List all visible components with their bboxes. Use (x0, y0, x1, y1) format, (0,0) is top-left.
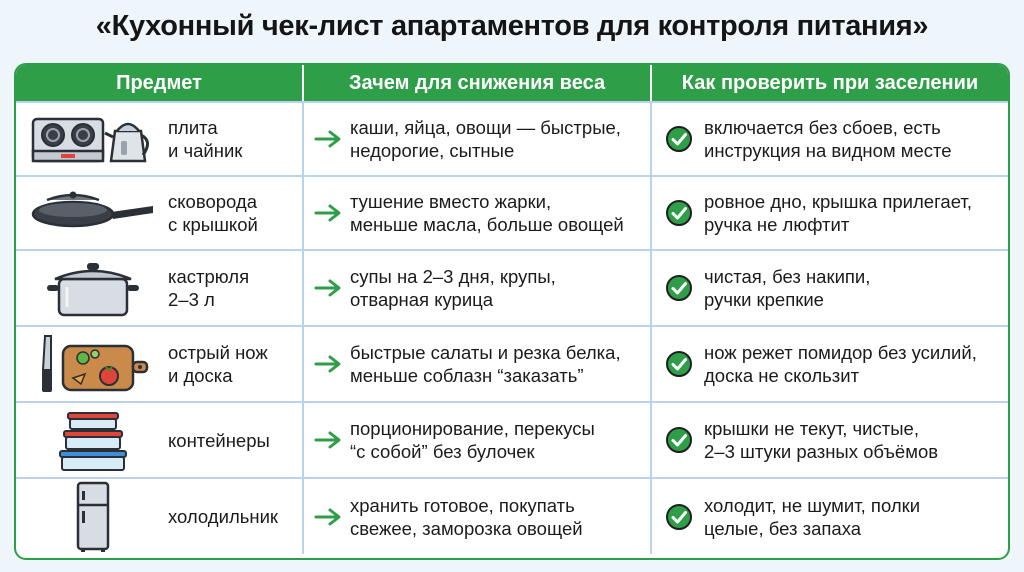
check-text: крышки не текут, чистые, 2–3 штуки разных объёмов (704, 418, 939, 462)
table-row (16, 401, 1008, 477)
arrow-right-icon (314, 354, 344, 374)
reason-text: тушение вместо жарки, меньше масла, больше овощей (350, 191, 624, 235)
item-label: сковорода с крышкой (168, 191, 258, 235)
pot-icon (28, 256, 158, 320)
arrow-right-icon (314, 129, 344, 149)
reason-text: каши, яйца, овощи — быстрые, недорогие, сытные (350, 117, 621, 161)
header-check: Как проверить при заселении (681, 71, 979, 94)
fridge-icon (28, 485, 158, 549)
checklist-table (14, 63, 1010, 560)
table-row (16, 477, 1008, 554)
check-circle-icon (664, 274, 694, 302)
table-row (16, 249, 1008, 325)
reason-text: супы на 2–3 дня, крупы, отварная курица (350, 266, 556, 310)
arrow-right-icon (314, 507, 344, 527)
table-header (16, 65, 1008, 101)
stove-kettle-icon (28, 107, 158, 171)
page-title: «Кухонный чек-лист апартаментов для контроля питания» (95, 10, 929, 42)
frying-pan-icon (28, 181, 158, 245)
check-circle-icon (664, 350, 694, 378)
check-text: ровное дно, крышка прилегает, ручка не люфтит (704, 191, 972, 235)
arrow-right-icon (314, 430, 344, 450)
item-label: контейнеры (168, 429, 270, 451)
check-circle-icon (664, 199, 694, 227)
check-text: чистая, без накипи, ручки крепкие (704, 266, 871, 310)
reason-text: быстрые салаты и резка белка, меньше соблазн “заказать” (350, 342, 621, 386)
reason-text: хранить готовое, покупать свежее, заморозка овощей (350, 494, 583, 539)
header-item: Предмет (16, 65, 304, 101)
item-label: плита и чайник (168, 117, 243, 161)
check-text: включается без сбоев, есть инструкция на видном месте (704, 117, 952, 161)
check-text: холодит, не шумит, полки целые, без запаха (704, 494, 921, 539)
knife-board-icon (28, 332, 158, 396)
check-circle-icon (664, 503, 694, 531)
item-label: кастрюля 2–3 л (168, 266, 250, 310)
check-circle-icon (664, 426, 694, 454)
check-text: нож режет помидор без усилий, доска не скользит (704, 342, 977, 386)
arrow-right-icon (314, 203, 344, 223)
check-circle-icon (664, 125, 694, 153)
item-label: острый нож и доска (168, 342, 268, 386)
table-row (16, 101, 1008, 175)
table-row (16, 175, 1008, 249)
table-row (16, 325, 1008, 401)
header-reason: Зачем для снижения веса (304, 65, 652, 101)
arrow-right-icon (314, 278, 344, 298)
item-label: холодильник (168, 506, 279, 527)
reason-text: порционирование, перекусы “с собой” без булочек (350, 418, 595, 462)
containers-icon (28, 408, 158, 472)
